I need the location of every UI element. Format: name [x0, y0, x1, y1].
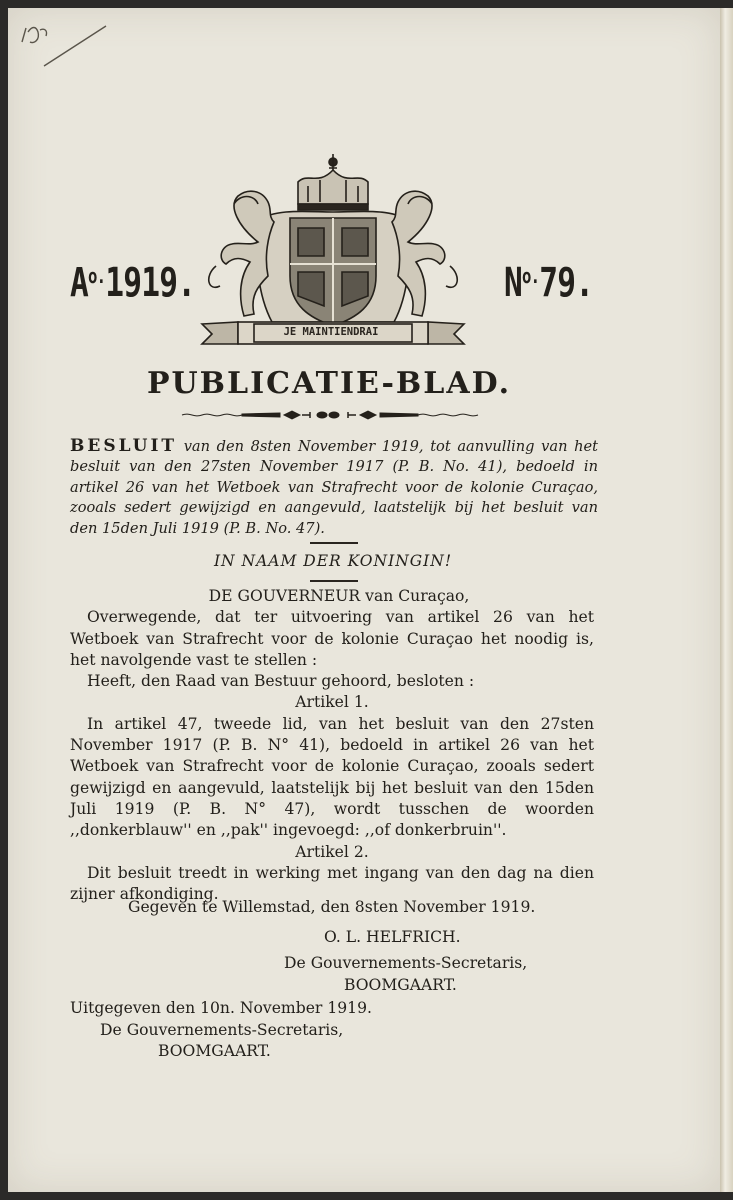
pencil-mark [18, 20, 118, 90]
issuance-block [70, 998, 372, 1063]
article-2-title: Artikel 2. [295, 842, 369, 861]
decree-body [70, 586, 594, 905]
masthead-title: PUBLICATIE-BLAD. [146, 366, 512, 401]
decree-lead-word: BESLUIT [70, 436, 178, 456]
decree-summary-text: van den 8sten November 1919, tot aanvulling van het besluit van den 27sten November 1917 (P. B. No. 41), bedoeld in artikel 26 van het Wetboek van Strafrecht voor de kolonie Curaçao, zooals sedert gewijzigd en aangevuld, laatstelijk bij het besluit van den 15den Juli 1919 (P. B. No. 47). [70, 438, 598, 537]
article-1-text: In artikel 47, tweede lid, van het besluit van den 27sten November 1917 (P. B. N° 41), bedoeld in artikel 26 van het Wetboek van Strafrecht voor de kolonie Curaçao, zooals sedert gewijzigd en aangevuld, laatstelijk bij het besluit van den 15den Juli 1919 (P. B. N° 47), wordt tusschen de woorden ,,donkerblauw'' en ,,pak'' ingevoegd: ,,of donkerbruin''. [70, 714, 594, 840]
governor-heading: DE GOUVERNEUR van Curaçao, [208, 587, 470, 605]
document-page [8, 8, 720, 1192]
page-edge [720, 8, 733, 1192]
footer-secretary-signature: BOOMGAART. [158, 1042, 271, 1060]
heard-paragraph: Heeft, den Raad van Bestuur gehoord, besloten : [87, 672, 475, 691]
given-at-line: Gegeven te Willemstad, den 8sten November 1919. [128, 898, 536, 916]
governor-signature: O. L. HELFRICH. [324, 928, 461, 946]
issue-number-label: $N^{o.}79$. [504, 260, 594, 306]
issued-date: Uitgegeven den 10n. November 1919. [70, 999, 372, 1017]
separator-rule [310, 542, 358, 544]
decree-summary [70, 436, 598, 539]
coat-of-arms-icon [198, 146, 468, 346]
separator-rule [310, 580, 358, 582]
article-2-text: Dit besluit treedt in werking met ingang van den dag na dien zijner afkondiging. [70, 863, 594, 904]
article-1-title: Artikel 1. [295, 693, 369, 712]
year-label: $A^{o.}1919$. [70, 260, 196, 306]
ornament-divider-icon [180, 408, 480, 422]
invocation: IN NAAM DER KONINGIN! [213, 552, 453, 570]
footer-secretary-title: De Gouvernements-Secretaris, [100, 1020, 344, 1039]
considering-paragraph: Overwegende, dat ter uitvoering van artikel 26 van het Wetboek van Strafrecht voor de kolonie Curaçao het noodig is, het navolgende vast te stellen : [70, 608, 594, 669]
secretary-title: De Gouvernements-Secretaris, [284, 954, 528, 972]
secretary-signature: BOOMGAART. [344, 976, 457, 994]
motto-ribbon-text: JE MAINTIENDRAI [283, 326, 379, 338]
